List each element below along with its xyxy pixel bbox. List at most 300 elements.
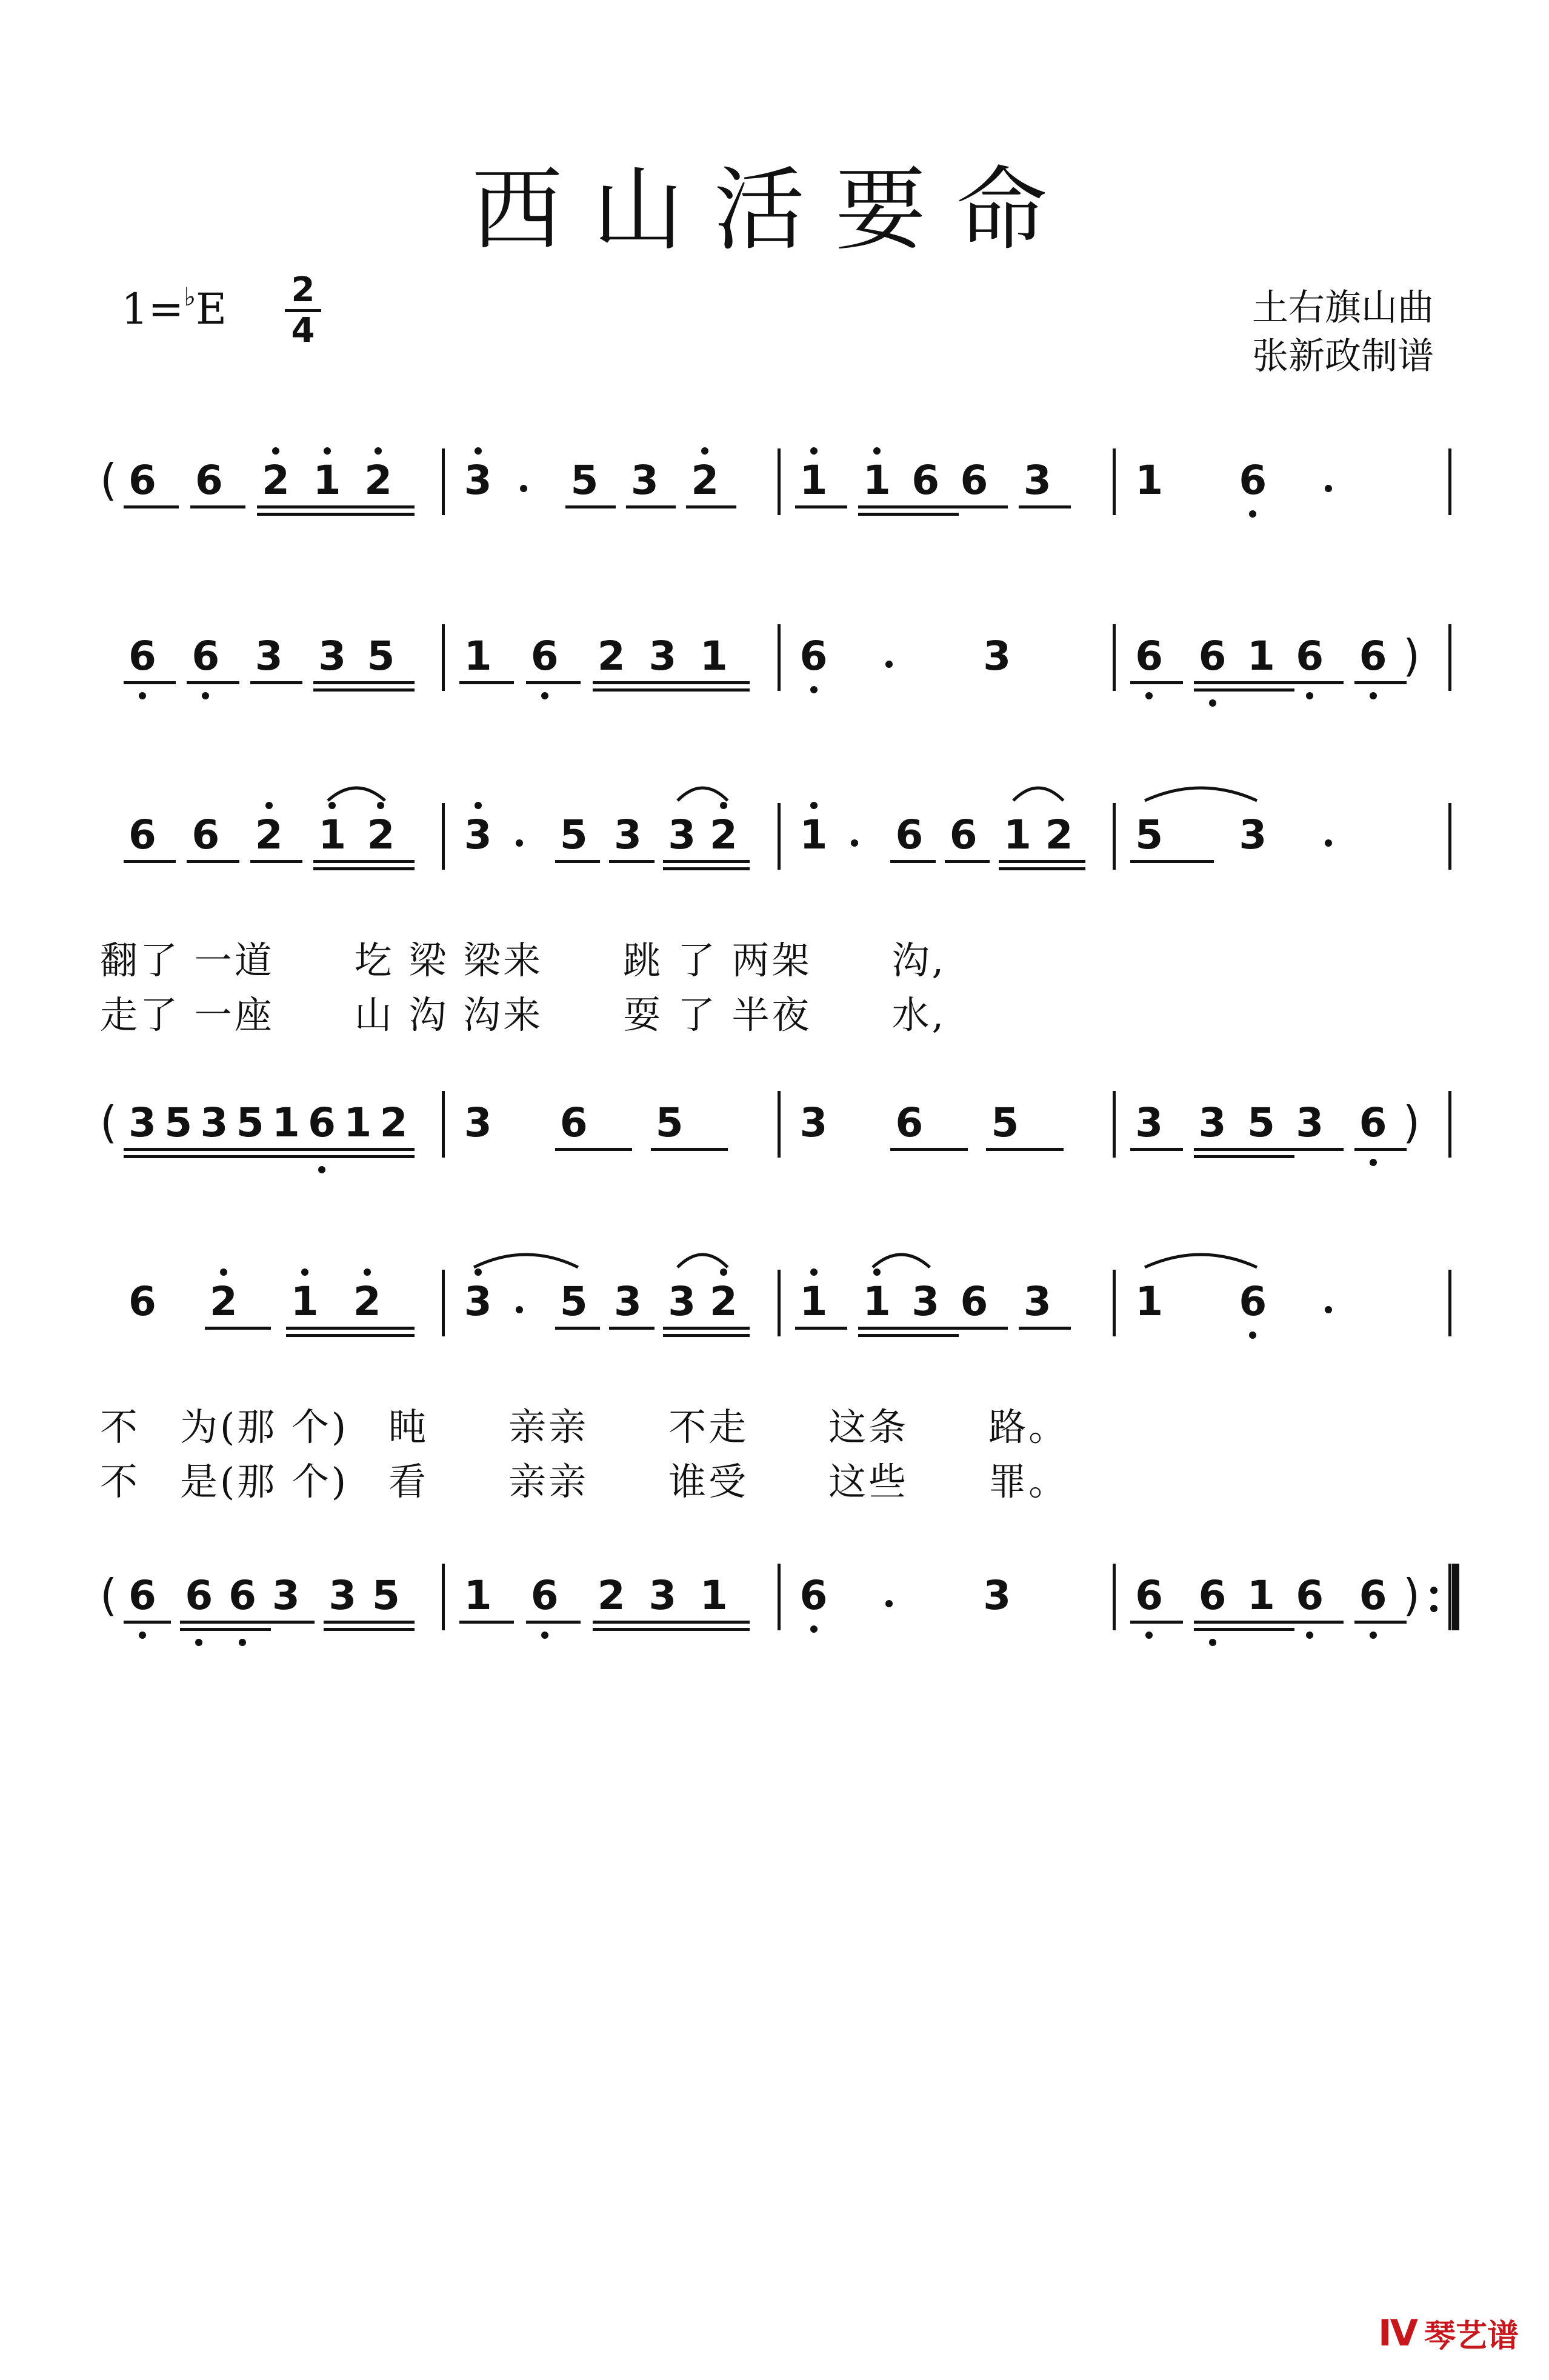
underline-beam bbox=[1354, 1621, 1407, 1624]
underline-beam bbox=[324, 1621, 371, 1624]
note-digit: 6 bbox=[530, 1572, 559, 1619]
underline-beam bbox=[705, 1327, 750, 1330]
octave-down-dot bbox=[541, 692, 548, 699]
note-digit: 6 bbox=[1359, 1572, 1387, 1619]
note-digit: 6 bbox=[128, 457, 156, 504]
note-digit: 6 bbox=[1135, 1572, 1164, 1619]
open-paren: ( bbox=[100, 1097, 118, 1148]
bar-line bbox=[1113, 624, 1116, 691]
underline-beam bbox=[999, 860, 1044, 863]
slur-arc bbox=[676, 1245, 730, 1270]
score-system bbox=[0, 436, 1549, 594]
octave-up-dot bbox=[810, 447, 818, 455]
underline-beam bbox=[195, 1148, 235, 1151]
underline-beam bbox=[593, 1628, 648, 1631]
note-digit: 5 bbox=[570, 457, 599, 504]
underline-beam bbox=[367, 1621, 415, 1624]
slur-arc bbox=[871, 1245, 931, 1270]
underline-beam bbox=[348, 1334, 415, 1337]
octave-down-dot bbox=[202, 692, 209, 699]
underline-beam bbox=[1242, 1621, 1294, 1624]
note-digit: 3 bbox=[911, 1278, 940, 1325]
underline-beam bbox=[907, 1327, 959, 1330]
underline-beam bbox=[695, 1628, 750, 1631]
note-digit: 3 bbox=[1023, 457, 1051, 504]
augmentation-dot bbox=[1325, 485, 1332, 492]
bar-line bbox=[442, 448, 445, 515]
underline-beam bbox=[124, 1621, 171, 1624]
note-digit: 6 bbox=[1359, 1099, 1387, 1146]
note-digit: 3 bbox=[648, 633, 677, 679]
underline-beam bbox=[124, 1155, 163, 1158]
note-digit: 5 bbox=[655, 1099, 684, 1146]
underline-beam bbox=[663, 1334, 708, 1337]
bar-line bbox=[1113, 448, 1116, 515]
underline-beam bbox=[695, 1621, 750, 1624]
octave-down-dot bbox=[195, 1639, 202, 1646]
underline-beam bbox=[180, 1628, 227, 1631]
underline-beam bbox=[705, 860, 750, 863]
underline-beam bbox=[651, 1148, 728, 1151]
underline-beam bbox=[267, 1155, 307, 1158]
underline-beam bbox=[232, 1148, 271, 1151]
underline-beam bbox=[1194, 681, 1246, 684]
note-digit: 6 bbox=[128, 633, 156, 679]
underline-beam bbox=[313, 688, 365, 692]
underline-beam bbox=[205, 1327, 271, 1330]
bar-line bbox=[1448, 1091, 1451, 1158]
underline-beam bbox=[124, 1148, 163, 1151]
underline-beam bbox=[858, 513, 910, 516]
bar-line bbox=[442, 1091, 445, 1158]
underline-beam bbox=[250, 860, 302, 863]
underline-beam bbox=[362, 867, 414, 870]
underline-beam bbox=[644, 688, 699, 692]
underline-beam bbox=[324, 1628, 371, 1631]
octave-down-dot bbox=[1145, 692, 1153, 699]
note-digit: 1 bbox=[1003, 812, 1031, 858]
score-system bbox=[0, 1552, 1549, 1709]
note-digit: 6 bbox=[128, 1278, 156, 1325]
bar-line bbox=[1448, 1270, 1451, 1336]
score-system bbox=[0, 1258, 1549, 1504]
note-digit: 3 bbox=[1239, 812, 1267, 858]
underline-beam bbox=[1130, 860, 1214, 863]
final-bar-line bbox=[1452, 1564, 1459, 1630]
underline-beam bbox=[124, 681, 176, 684]
bar-line bbox=[442, 1564, 445, 1630]
underline-beam bbox=[955, 1327, 1007, 1330]
time-signature bbox=[285, 270, 321, 350]
bar-line bbox=[778, 624, 781, 691]
underline-beam bbox=[1242, 688, 1294, 692]
augmentation-dot bbox=[520, 485, 527, 492]
underline-beam bbox=[1041, 860, 1086, 863]
octave-down-dot bbox=[810, 1625, 818, 1633]
bar-line bbox=[778, 448, 781, 515]
note-digit: 1 bbox=[344, 1099, 372, 1146]
note-digit: 1 bbox=[290, 1278, 319, 1325]
bar-line bbox=[1113, 1564, 1116, 1630]
underline-beam bbox=[308, 513, 364, 516]
underline-beam bbox=[858, 1327, 910, 1330]
note-digit: 6 bbox=[128, 1572, 156, 1619]
underline-beam bbox=[286, 1327, 352, 1330]
bar-line bbox=[778, 803, 781, 870]
note-digit: 6 bbox=[228, 1572, 257, 1619]
note-digit: 6 bbox=[1135, 633, 1164, 679]
bar-line bbox=[1448, 624, 1451, 691]
logo-mark-icon: Ⅳ bbox=[1378, 2312, 1418, 2355]
underline-beam bbox=[1019, 1327, 1071, 1330]
underline-beam bbox=[313, 867, 365, 870]
underline-beam bbox=[1130, 681, 1182, 684]
underline-beam bbox=[1194, 1628, 1246, 1631]
underline-beam bbox=[555, 860, 601, 863]
underline-beam bbox=[695, 681, 750, 684]
note-digit: 1 bbox=[699, 633, 728, 679]
watermark-text: 琴艺谱 bbox=[1424, 2318, 1519, 2355]
note-digit: 3 bbox=[255, 633, 283, 679]
underline-beam bbox=[286, 1334, 352, 1337]
underline-beam bbox=[1019, 505, 1071, 508]
underline-beam bbox=[339, 1155, 378, 1158]
underline-beam bbox=[858, 1334, 910, 1337]
note-digit: 6 bbox=[1239, 1278, 1267, 1325]
underline-beam bbox=[526, 1621, 581, 1624]
underline-beam bbox=[907, 1334, 959, 1337]
underline-beam bbox=[858, 505, 910, 508]
note-digit: 2 bbox=[353, 1278, 381, 1325]
underline-beam bbox=[644, 1621, 699, 1624]
note-digit: 6 bbox=[308, 1099, 336, 1146]
underline-beam bbox=[459, 681, 515, 684]
note-digit: 6 bbox=[895, 812, 924, 858]
augmentation-dot bbox=[885, 661, 893, 668]
underline-beam bbox=[593, 681, 648, 684]
underline-beam bbox=[303, 1155, 342, 1158]
bar-line bbox=[1448, 1564, 1451, 1630]
underline-beam bbox=[250, 681, 302, 684]
underline-beam bbox=[267, 1621, 315, 1624]
octave-up-dot bbox=[265, 802, 273, 809]
underline-beam bbox=[375, 1155, 415, 1158]
underline-beam bbox=[890, 860, 936, 863]
underline-beam bbox=[999, 867, 1044, 870]
note-digit: 2 bbox=[209, 1278, 238, 1325]
time-numerator: 2 bbox=[291, 270, 315, 310]
underline-beam bbox=[257, 505, 312, 508]
repeat-dot bbox=[1430, 1605, 1437, 1612]
augmentation-dot bbox=[516, 1306, 523, 1313]
note-digit: 6 bbox=[960, 1278, 988, 1325]
underline-beam bbox=[362, 860, 414, 863]
note-digit: 6 bbox=[195, 457, 223, 504]
underline-beam bbox=[1130, 1621, 1182, 1624]
octave-down-dot bbox=[1370, 692, 1377, 699]
note-digit: 2 bbox=[1045, 812, 1073, 858]
underline-beam bbox=[986, 1148, 1063, 1151]
augmentation-dot bbox=[1325, 1306, 1332, 1313]
note-digit: 2 bbox=[261, 457, 290, 504]
underline-beam bbox=[1194, 1621, 1246, 1624]
octave-down-dot bbox=[318, 1166, 325, 1173]
octave-up-dot bbox=[324, 447, 331, 455]
octave-up-dot bbox=[810, 802, 818, 809]
underline-beam bbox=[190, 505, 245, 508]
underline-beam bbox=[907, 505, 959, 508]
time-denominator: 4 bbox=[291, 311, 315, 350]
underline-beam bbox=[626, 505, 676, 508]
note-digit: 5 bbox=[1135, 812, 1164, 858]
note-digit: 2 bbox=[364, 457, 393, 504]
bar-line bbox=[1113, 803, 1116, 870]
underline-beam bbox=[1354, 1148, 1407, 1151]
note-digit: 3 bbox=[668, 1278, 696, 1325]
underline-beam bbox=[663, 860, 708, 863]
close-paren: ) bbox=[1403, 1097, 1421, 1148]
note-digit: 2 bbox=[709, 812, 738, 858]
underline-beam bbox=[1194, 1155, 1246, 1158]
open-paren: ( bbox=[100, 455, 118, 505]
bar-line bbox=[1113, 1091, 1116, 1158]
note-digit: 1 bbox=[1247, 1572, 1275, 1619]
underline-beam bbox=[644, 681, 699, 684]
octave-down-dot bbox=[1209, 699, 1216, 707]
underline-beam bbox=[795, 505, 847, 508]
underline-beam bbox=[609, 860, 655, 863]
slur-arc bbox=[676, 779, 730, 803]
octave-down-dot bbox=[1306, 1632, 1313, 1639]
note-digit: 1 bbox=[699, 1572, 728, 1619]
underline-beam bbox=[459, 1621, 515, 1624]
slur-arc bbox=[472, 1245, 580, 1270]
note-digit: 1 bbox=[799, 457, 828, 504]
underline-beam bbox=[362, 681, 414, 684]
underline-beam bbox=[890, 1148, 967, 1151]
note-digit: 5 bbox=[1247, 1099, 1275, 1146]
octave-up-dot bbox=[475, 447, 482, 455]
note-digit: 6 bbox=[1198, 1572, 1227, 1619]
underline-beam bbox=[695, 688, 750, 692]
note-digit: 6 bbox=[895, 1099, 924, 1146]
underline-beam bbox=[375, 1148, 415, 1151]
note-digit: 3 bbox=[318, 633, 347, 679]
underline-beam bbox=[313, 860, 365, 863]
underline-beam bbox=[1041, 867, 1086, 870]
note-digit: 1 bbox=[1135, 1278, 1164, 1325]
note-digit: 1 bbox=[1135, 457, 1164, 504]
note-digit: 5 bbox=[367, 633, 395, 679]
octave-down-dot bbox=[1145, 1632, 1153, 1639]
note-digit: 6 bbox=[1359, 633, 1387, 679]
note-digit: 3 bbox=[983, 633, 1011, 679]
note-digit: 3 bbox=[464, 1278, 492, 1325]
score-system bbox=[0, 1079, 1549, 1236]
note-digit: 1 bbox=[862, 457, 891, 504]
underline-beam bbox=[705, 1334, 750, 1337]
note-digit: 1 bbox=[464, 1572, 492, 1619]
octave-up-dot bbox=[220, 1268, 227, 1276]
underline-beam bbox=[348, 1327, 415, 1330]
note-digit: 3 bbox=[200, 1099, 228, 1146]
note-digit: 3 bbox=[271, 1572, 300, 1619]
underline-beam bbox=[308, 505, 364, 508]
bar-line bbox=[1448, 448, 1451, 515]
augmentation-dot bbox=[851, 839, 858, 847]
note-digit: 3 bbox=[1023, 1278, 1051, 1325]
note-digit: 6 bbox=[128, 812, 156, 858]
underline-beam bbox=[555, 1327, 601, 1330]
augmentation-dot bbox=[1325, 839, 1332, 847]
underline-beam bbox=[1130, 1148, 1182, 1151]
note-digit: 6 bbox=[960, 457, 988, 504]
underline-beam bbox=[159, 1155, 199, 1158]
underline-beam bbox=[663, 1327, 708, 1330]
bar-line bbox=[778, 1270, 781, 1336]
underline-beam bbox=[1242, 681, 1294, 684]
lyric-line: 不 为(那 个) 盹 亲亲 不走 这条 路。 bbox=[100, 1405, 1069, 1449]
note-digit: 6 bbox=[799, 1572, 828, 1619]
note-digit: 5 bbox=[991, 1099, 1019, 1146]
note-digit: 3 bbox=[799, 1099, 828, 1146]
note-digit: 6 bbox=[185, 1572, 213, 1619]
slur-arc bbox=[1143, 779, 1259, 803]
octave-up-dot bbox=[375, 447, 382, 455]
underline-beam bbox=[644, 1628, 699, 1631]
octave-up-dot bbox=[272, 447, 279, 455]
octave-down-dot bbox=[1249, 1332, 1256, 1339]
underline-beam bbox=[224, 1628, 271, 1631]
bar-line bbox=[1448, 803, 1451, 870]
note-digit: 5 bbox=[559, 812, 588, 858]
note-digit: 5 bbox=[372, 1572, 400, 1619]
note-digit: 2 bbox=[597, 633, 625, 679]
underline-beam bbox=[187, 681, 239, 684]
underline-beam bbox=[1291, 1621, 1343, 1624]
underline-beam bbox=[313, 681, 365, 684]
octave-up-dot bbox=[301, 1268, 308, 1276]
lyric-line: 走了 一座 山 沟 沟来 耍 了 半夜 水, bbox=[100, 993, 947, 1037]
underline-beam bbox=[1242, 1148, 1294, 1151]
underline-beam bbox=[224, 1621, 271, 1624]
slur-arc bbox=[1143, 1245, 1259, 1270]
octave-up-dot bbox=[810, 1268, 818, 1276]
note-digit: 6 bbox=[192, 812, 220, 858]
bar-line bbox=[778, 1564, 781, 1630]
underline-beam bbox=[195, 1155, 235, 1158]
close-paren: ) bbox=[1403, 1570, 1421, 1621]
underline-beam bbox=[232, 1155, 271, 1158]
note-digit: 1 bbox=[313, 457, 341, 504]
underline-beam bbox=[955, 505, 1007, 508]
octave-down-dot bbox=[1249, 510, 1256, 518]
note-digit: 5 bbox=[164, 1099, 193, 1146]
underline-beam bbox=[1291, 681, 1343, 684]
note-digit: 1 bbox=[318, 812, 347, 858]
underline-beam bbox=[705, 867, 750, 870]
octave-up-dot bbox=[364, 1268, 371, 1276]
note-digit: 6 bbox=[1198, 633, 1227, 679]
slur-arc bbox=[1011, 779, 1065, 803]
key-signature: 1=♭E bbox=[121, 282, 227, 334]
underline-beam bbox=[945, 860, 990, 863]
note-digit: 3 bbox=[668, 812, 696, 858]
bar-line bbox=[442, 803, 445, 870]
bar-line bbox=[442, 624, 445, 691]
note-digit: 6 bbox=[1239, 457, 1267, 504]
note-digit: 6 bbox=[949, 812, 978, 858]
underline-beam bbox=[609, 1327, 655, 1330]
note-digit: 6 bbox=[1296, 633, 1324, 679]
note-digit: 3 bbox=[613, 1278, 642, 1325]
underline-beam bbox=[1291, 1148, 1343, 1151]
note-digit: 2 bbox=[691, 457, 719, 504]
note-digit: 2 bbox=[379, 1099, 408, 1146]
augmentation-dot bbox=[885, 1600, 893, 1607]
repeat-dot bbox=[1430, 1587, 1437, 1594]
underline-beam bbox=[1354, 681, 1407, 684]
note-digit: 1 bbox=[799, 1278, 828, 1325]
octave-up-dot bbox=[873, 447, 881, 455]
octave-down-dot bbox=[239, 1639, 246, 1646]
bar-line bbox=[778, 1091, 781, 1158]
underline-beam bbox=[1242, 1155, 1294, 1158]
underline-beam bbox=[267, 1148, 307, 1151]
note-digit: 6 bbox=[530, 633, 559, 679]
underline-beam bbox=[362, 688, 414, 692]
watermark-logo bbox=[1378, 2310, 1519, 2356]
octave-down-dot bbox=[810, 686, 818, 693]
octave-down-dot bbox=[1306, 692, 1313, 699]
underline-beam bbox=[1194, 1148, 1246, 1151]
open-paren: ( bbox=[100, 1570, 118, 1621]
note-digit: 1 bbox=[464, 633, 492, 679]
note-digit: 2 bbox=[597, 1572, 625, 1619]
underline-beam bbox=[180, 1621, 227, 1624]
underline-beam bbox=[565, 505, 615, 508]
underline-beam bbox=[526, 681, 581, 684]
octave-down-dot bbox=[139, 1632, 146, 1639]
note-digit: 6 bbox=[1296, 1572, 1324, 1619]
lyric-line: 翻了 一道 圪 梁 梁来 跳 了 两架 沟, bbox=[100, 938, 947, 982]
note-digit: 2 bbox=[255, 812, 283, 858]
note-digit: 3 bbox=[328, 1572, 357, 1619]
underline-beam bbox=[1242, 1628, 1294, 1631]
bar-line bbox=[442, 1270, 445, 1336]
underline-beam bbox=[367, 1628, 415, 1631]
augmentation-dot bbox=[516, 839, 523, 847]
note-digit: 3 bbox=[1296, 1099, 1324, 1146]
underline-beam bbox=[795, 1327, 847, 1330]
bar-line bbox=[1113, 1270, 1116, 1336]
octave-up-dot bbox=[475, 802, 482, 809]
note-digit: 5 bbox=[236, 1099, 264, 1146]
score-system bbox=[0, 791, 1549, 1037]
octave-down-dot bbox=[1370, 1159, 1377, 1166]
underline-beam bbox=[907, 513, 959, 516]
underline-beam bbox=[303, 1148, 342, 1151]
note-digit: 1 bbox=[799, 812, 828, 858]
note-digit: 1 bbox=[862, 1278, 891, 1325]
note-digit: 3 bbox=[613, 812, 642, 858]
close-paren: ) bbox=[1403, 630, 1421, 681]
note-digit: 6 bbox=[192, 633, 220, 679]
note-digit: 6 bbox=[911, 457, 940, 504]
underline-beam bbox=[124, 860, 176, 863]
note-digit: 5 bbox=[559, 1278, 588, 1325]
slur-arc bbox=[326, 779, 387, 803]
